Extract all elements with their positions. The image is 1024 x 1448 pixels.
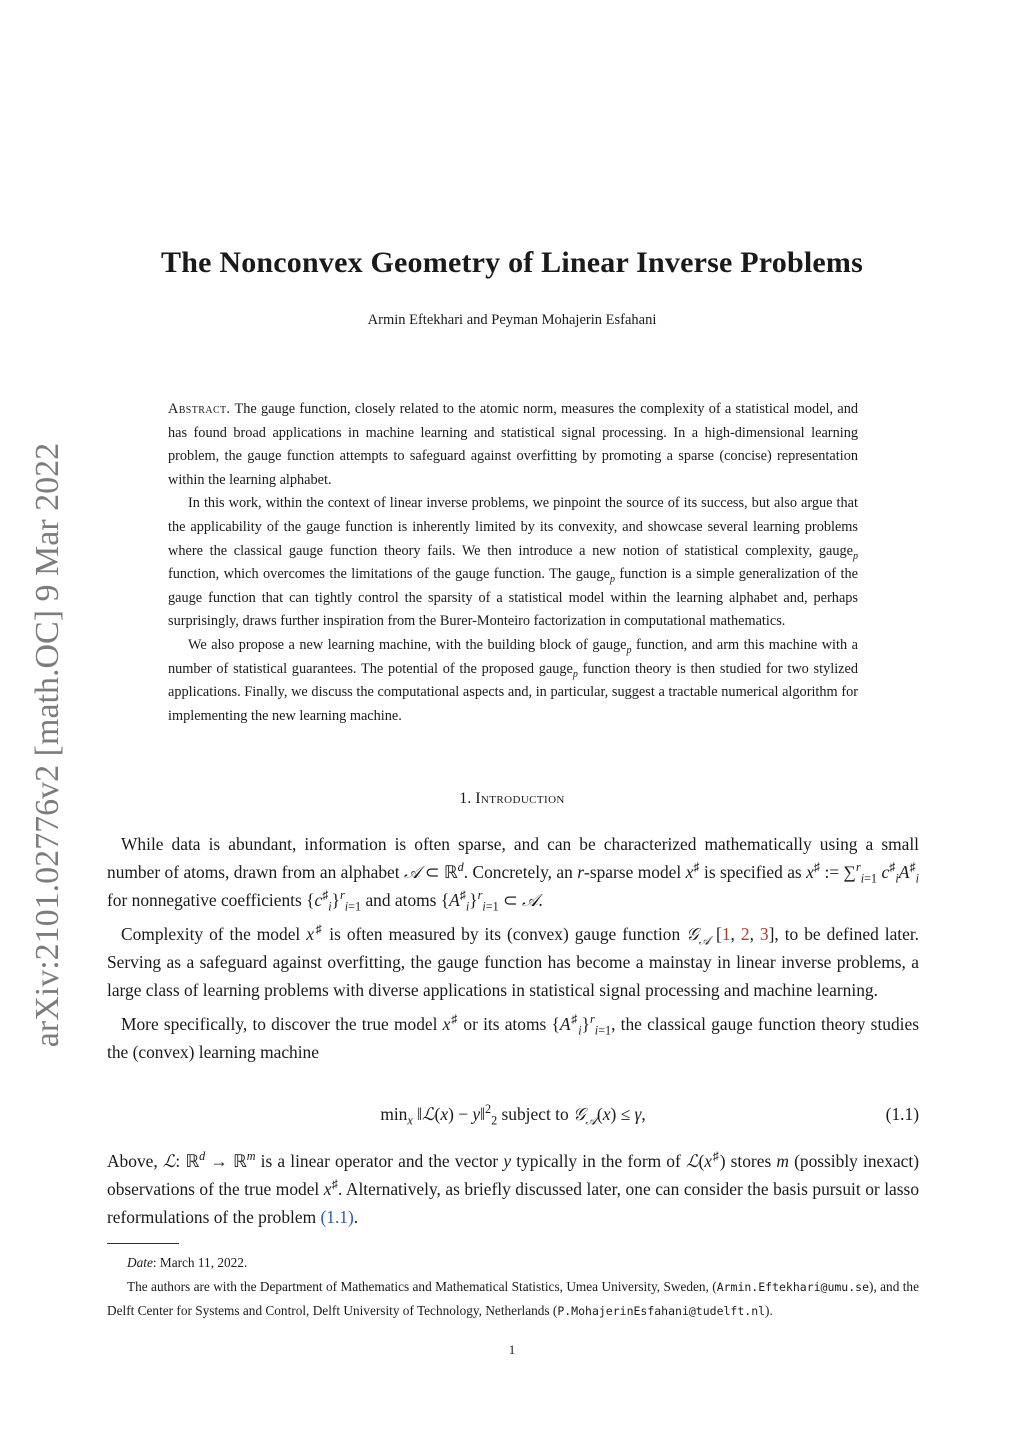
equation-reference-link[interactable]: (1.1) — [320, 1207, 354, 1227]
equation-1-1 — [107, 1104, 919, 1140]
intro-paragraph-1: While data is abundant, information is often sparse, and can be characterized mathematically using a small number of atoms, drawn from an alphabet 𝒜 ⊂ ℝ$^d$. Concretely, an r-sparse model x♯ is specified as x♯ := ∑$^r_{i=1}$ $c^♯_iA^♯_i$ for nonnegative coefficients $\{c^♯_i\}^r_{i=1}$ and atoms $\{A^♯_i\}^r_{i=1}$ ⊂ 𝒜. — [107, 834, 920, 914]
intro-paragraph-2: Complexity of the model x♯ is often measured by its (convex) gauge function 𝒢$_𝒜$ [1, 2, 3], to be defined later. Serving as a safeguard against overfitting, the gauge function has become a mainstay in linear inverse problems, a large class of learning problems with diverse applications in statistical signal processing and machine learning. — [107, 922, 920, 1000]
abstract-paragraph-1 — [168, 398, 858, 492]
date-label: Date — [127, 1255, 153, 1270]
footnote-date — [107, 1251, 919, 1275]
intro-paragraph-3: More specifically, to discover the true model x♯ or its atoms $\{A^♯_i\}^r_{i=1}$, the classical gauge function theory studies the (convex) learning machine — [107, 1012, 919, 1062]
abstract-text-3a: We also propose a new learning machine, with the building block of gauge — [188, 636, 627, 653]
section-title: Introduction — [475, 790, 565, 807]
footnote — [107, 1251, 919, 1324]
abstract-text-1: The gauge function, closely related to the atomic norm, measures the complexity of a statistical model, and has found broad applications in machine learning and statistical signal processing. In a high-dimensional learning problem, the gauge function attempts to safeguard against overfitting by promoting a sparse (concise) representation within the learning alphabet. — [168, 401, 858, 488]
abstract-label: Abstract. — [168, 401, 231, 417]
citation-link[interactable]: 3 — [759, 924, 769, 944]
subscript-p: p — [572, 668, 578, 680]
abstract-text-2a: In this work, within the context of linear inverse problems, we pinpoint the source of its success, but also argue that the applicability of the gauge function is inherently limited by its convexity, and showcase several learning problems where the classical gauge function theory fails. We then introduce a new notion of statistical complexity, gauge — [168, 495, 858, 559]
abstract — [168, 398, 858, 728]
abstract-text-3b: function, and arm this machine with a number of statistical guarantees. The potential of the proposed gauge — [168, 636, 858, 677]
email-link[interactable]: Armin.Eftekhari@umu.se — [716, 1279, 870, 1294]
arxiv-identifier: arXiv:2101.02776v2 [math.OC] 9 Mar 2022 — [29, 442, 66, 1048]
equation-body: $\min_x$ ‖ℒ(x) − y‖$^2_2$ subject to 𝒢$_𝒜$(x) ≤ γ, — [380, 1102, 646, 1128]
footnote-affiliations: The authors are with the Department of Mathematics and Mathematical Statistics, Umea University, Sweden, (Armin.Eftekhari@umu.se), and the Delft Center for Systems and Control, Delft University of Technology, Netherlands (P.MohajerinEsfahani@tudelft.nl). — [107, 1278, 919, 1318]
subscript-p: p — [626, 644, 632, 656]
paper-authors: Armin Eftekhari and Peyman Mohajerin Esfahani — [367, 312, 657, 328]
equation-number: (1.1) — [885, 1104, 919, 1124]
abstract-paragraph-3 — [168, 634, 858, 728]
abstract-text-3c: function theory is then studied for two stylized applications. Finally, we discuss the computational aspects and, in particular, suggest a tractable numerical algorithm for implementing the new learning machine. — [168, 660, 859, 724]
abstract-text-2c: function is a simple generalization of the gauge function that can tightly control the sparsity of a statistical model within the learning alphabet and, perhaps surprisingly, draws further inspiration from the Burer-Monteiro factorization in computational mathematics. — [168, 566, 859, 630]
citation-link[interactable]: 2 — [740, 924, 750, 944]
abstract-paragraph-2 — [168, 492, 858, 634]
equation-subject-to: subject to — [501, 1104, 569, 1124]
intro-paragraph-4: Above, ℒ: ℝ$^d$ → ℝ$^m$ is a linear operator and the vector y typically in the form of ℒ(x♯) stores m (possibly inexact) observations of the true model x♯. Alternatively, as briefly discussed later, one can consider the basis pursuit or lasso reformulations of the problem (1.1). — [107, 1149, 920, 1227]
page-number: 1 — [508, 1342, 516, 1357]
section-heading — [0, 790, 1024, 808]
date-value: : March 11, 2022. — [152, 1255, 248, 1270]
introduction-body-continued — [107, 1147, 919, 1237]
paper-title: The Nonconvex Geometry of Linear Inverse Problems — [161, 246, 863, 279]
email-link[interactable]: P.MohajerinEsfahani@tudelft.nl — [557, 1304, 766, 1318]
introduction-body — [107, 830, 919, 1072]
citation-link[interactable]: 1 — [721, 924, 731, 944]
section-number: 1. — [459, 790, 472, 807]
abstract-text-2b: function, which overcomes the limitations of the gauge function. The gauge — [168, 566, 610, 583]
footnote-rule — [107, 1243, 179, 1244]
subscript-p: p — [609, 574, 615, 586]
subscript-p: p — [853, 550, 858, 562]
